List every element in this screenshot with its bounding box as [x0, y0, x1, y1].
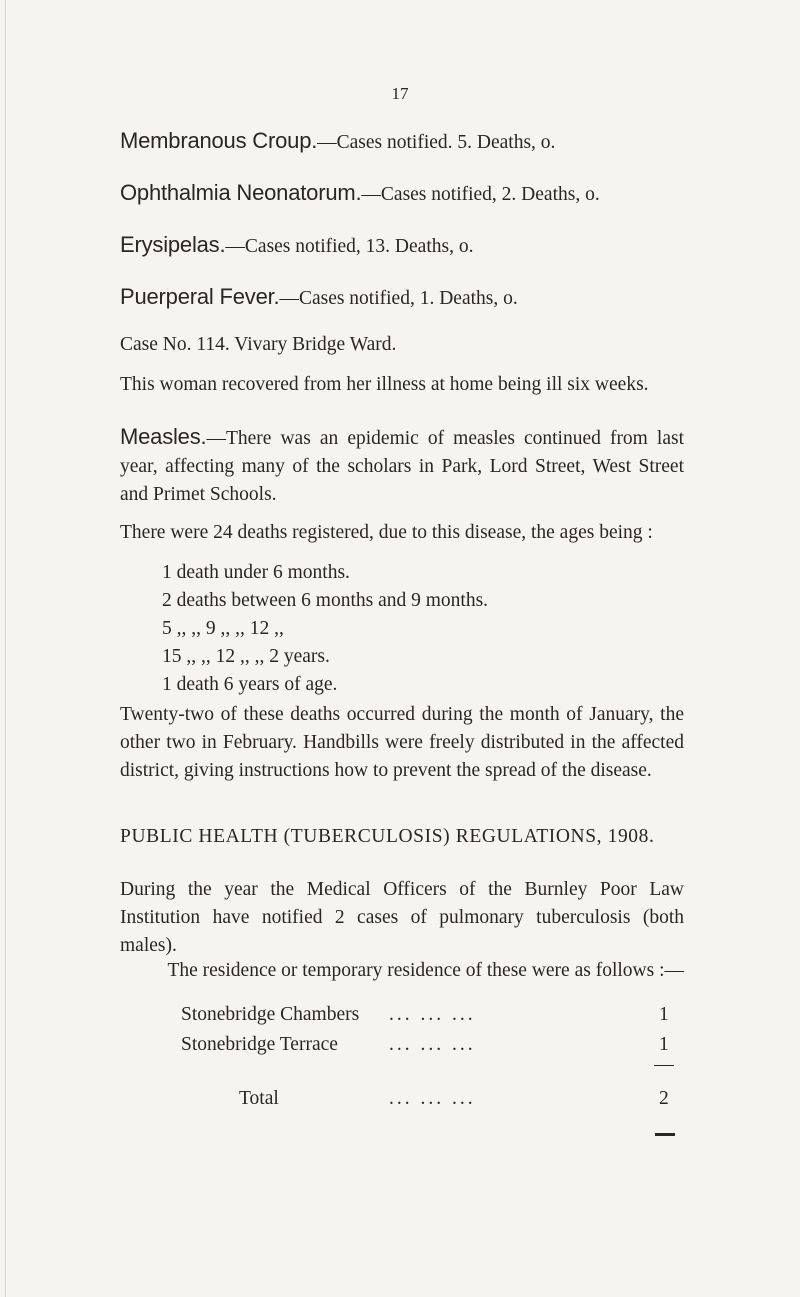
residence-table — [181, 1004, 691, 1118]
woman-line: This woman recovered from her illness at home being ill six weeks. — [120, 374, 649, 395]
during-paragraph: During the year the Medical Officers of the Burnley Poor Law Institution have notified 2 cases of pulmonary tuberculosis (both males). — [120, 879, 684, 956]
age-list — [162, 559, 488, 699]
erysipelas-text: —Cases notified, 13. Deaths, o. — [225, 236, 474, 257]
membranous-croup-line — [120, 128, 555, 154]
page-number: 17 — [391, 84, 409, 103]
tuberculosis-heading: PUBLIC HEALTH (TUBERCULOSIS) REGULATIONS, 1908. — [120, 826, 655, 847]
page-edge-line — [5, 0, 6, 1297]
place-name: Stonebridge Chambers — [181, 1004, 360, 1025]
ophthalmia-line — [120, 180, 600, 206]
twenty-two-paragraph: Twenty-two of these deaths occurred during the month of January, the other two in February. Handbills were freely distributed in the affected district, giving instructions how to prevent the spread of the disease. — [120, 704, 684, 781]
total-label: Total — [239, 1088, 279, 1109]
puerperal-title: Puerperal Fever. — [120, 284, 280, 309]
leader-dots: ... ... ... — [389, 1004, 476, 1025]
total-row — [181, 1088, 691, 1118]
membranous-croup-title: Membranous Croup. — [120, 128, 318, 153]
ophthalmia-title: Ophthalmia Neonatorum. — [120, 180, 362, 205]
age-line: 2 deaths between 6 months and 9 months. — [162, 590, 489, 611]
place-name: Stonebridge Terrace — [181, 1034, 338, 1055]
case-line: Case No. 114. Vivary Bridge Ward. — [120, 334, 397, 355]
residence-line: The residence or temporary residence of these were as follows :— — [167, 960, 684, 981]
total-divider — [654, 1065, 674, 1066]
total-count: 2 — [659, 1088, 669, 1109]
leader-dots: ... ... ... — [389, 1034, 476, 1055]
erysipelas-line — [120, 232, 473, 258]
erysipelas-title: Erysipelas. — [120, 232, 226, 257]
measles-paragraph — [120, 423, 684, 509]
measles-title: Measles. — [120, 424, 207, 449]
deaths-intro: There were 24 deaths registered, due to this disease, the ages being : — [120, 522, 653, 543]
age-line: 1 death 6 years of age. — [162, 674, 338, 695]
age-line: 1 death under 6 months. — [162, 562, 350, 583]
bottom-divider — [655, 1133, 675, 1136]
age-line: 5 ,, ,, 9 ,, ,, 12 ,, — [162, 618, 284, 639]
age-line: 15 ,, ,, 12 ,, ,, 2 years. — [162, 646, 330, 667]
leader-dots: ... ... ... — [389, 1088, 476, 1109]
table-row — [181, 1004, 691, 1034]
membranous-croup-text: —Cases notified. 5. Deaths, o. — [317, 132, 556, 153]
puerperal-line — [120, 284, 518, 310]
measles-text: —There was an epidemic of measles continued from last year, affecting many of the scholars in Park, Lord Street, West Street and Primet Schools. — [120, 428, 684, 505]
ophthalmia-text: —Cases notified, 2. Deaths, o. — [361, 184, 600, 205]
table-row — [181, 1034, 691, 1064]
place-count: 1 — [659, 1034, 669, 1055]
place-count: 1 — [659, 1004, 669, 1025]
puerperal-text: —Cases notified, 1. Deaths, o. — [279, 288, 518, 309]
